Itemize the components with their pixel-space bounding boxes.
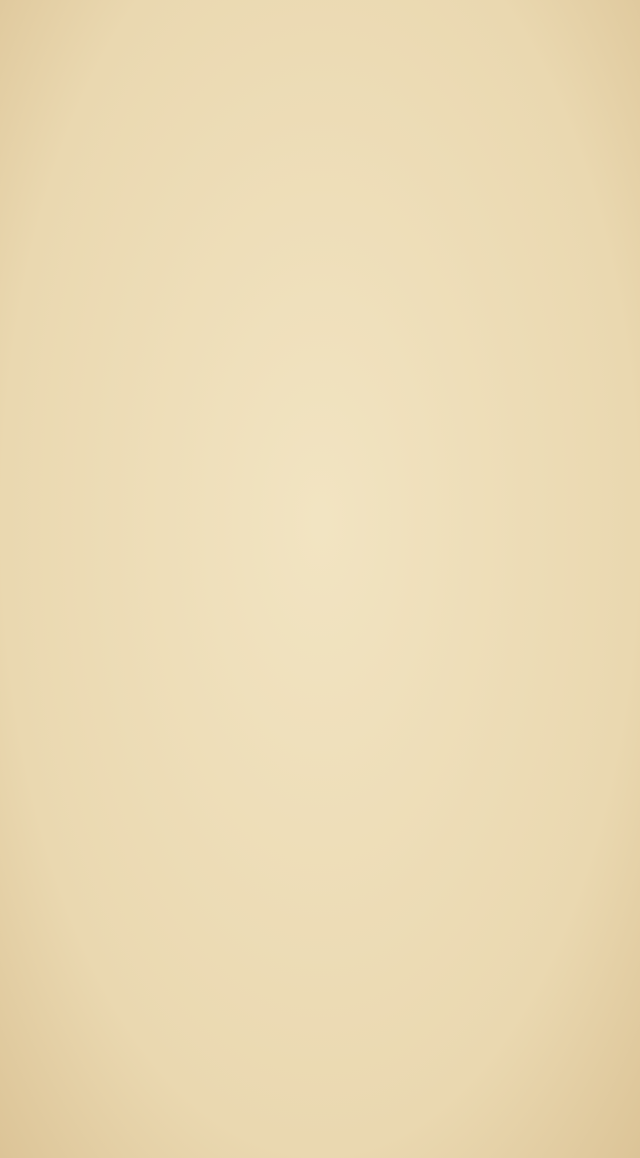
page-header [0, 34, 640, 68]
